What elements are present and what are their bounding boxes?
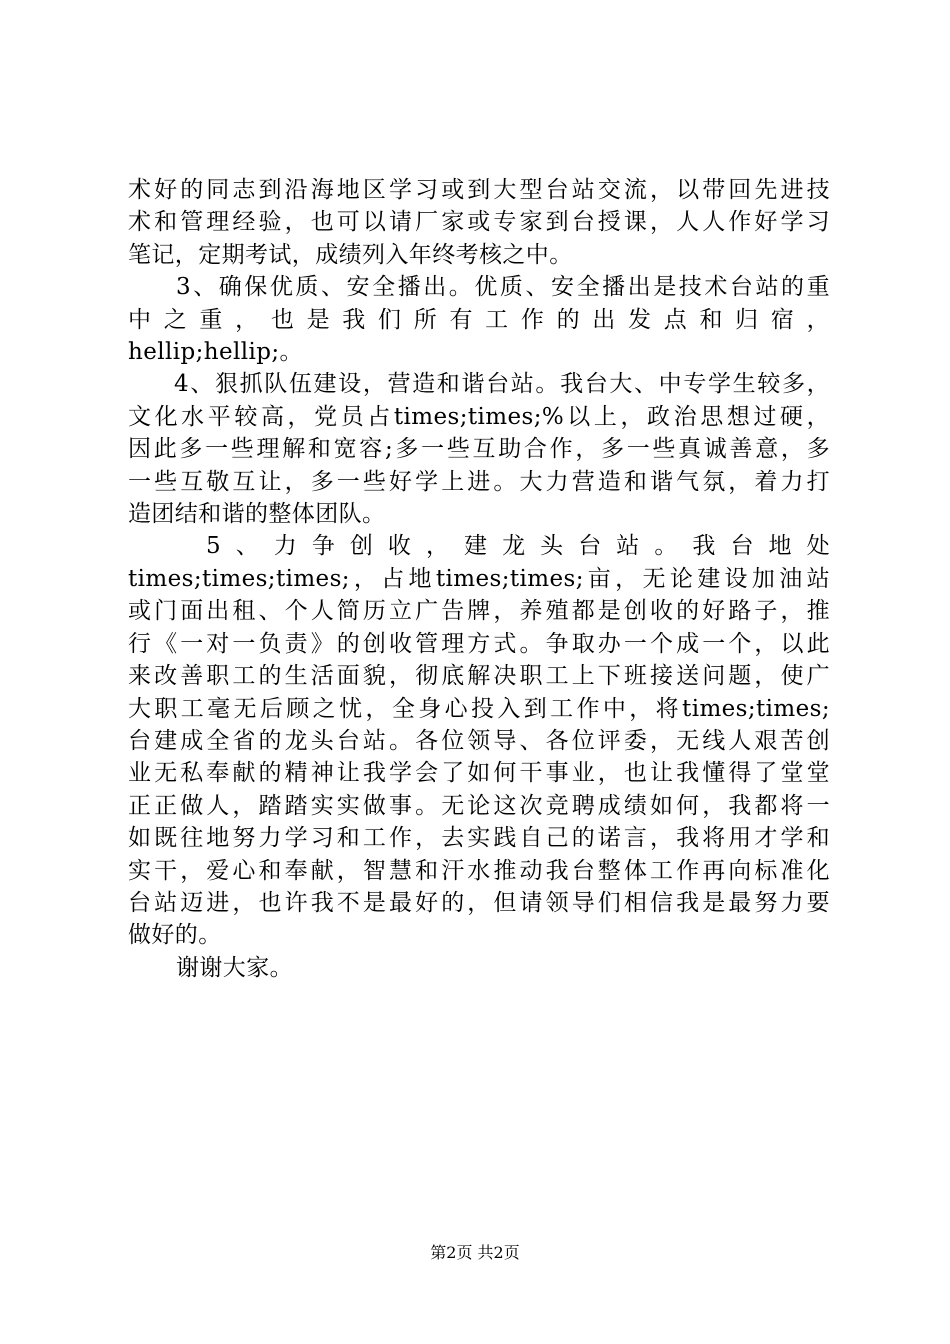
text-line: 3、确保优质、安全播出。优质、安全播出是技术台站的重 [176, 274, 830, 301]
text-line: 术和管理经验，也可以请厂家或专家到台授课，人人作好学习 [128, 209, 830, 236]
page-number-footer: 第2页 共2页 [430, 1243, 520, 1262]
text-line: 来改善职工的生活面貌，彻底解决职工上下班接送问题，使广 [128, 663, 830, 690]
text-line: 文化水平较高，党员占times;times;%以上，政治思想过硬， [128, 403, 830, 430]
text-line: hellip;hellip;。 [128, 339, 303, 366]
text-line: 台建成全省的龙头台站。各位领导、各位评委，无线人艰苦创 [128, 727, 830, 754]
text-line: 造团结和谐的整体团队。 [128, 501, 386, 528]
text-line: 因此多一些理解和宽容;多一些互助合作，多一些真诚善意，多 [128, 436, 830, 463]
document-body [128, 174, 830, 984]
closing-line: 谢谢大家。 [176, 954, 293, 981]
text-line: 行《一对一负责》的创收管理方式。争取办一个成一个，以此 [128, 630, 830, 657]
text-line: 术好的同志到沿海地区学习或到大型台站交流，以带回先进技 [128, 177, 830, 203]
text-line: 如既往地努力学习和工作，去实践自己的诺言，我将用才学和 [128, 825, 830, 852]
text-line: 大职工毫无后顾之忧，全身心投入到工作中，将times;times; [128, 695, 830, 722]
text-line: 业无私奉献的精神让我学会了如何干事业，也让我懂得了堂堂 [128, 760, 830, 787]
text-line: 中之重，也是我们所有工作的出发点和归宿， [128, 306, 830, 333]
text-line: 5、力争创收，建龙头台站。我台地处 [206, 533, 830, 560]
text-line: 或门面出租、个人简历立广告牌，养殖都是创收的好路子，推 [128, 598, 830, 625]
text-line: 笔记，定期考试，成绩列入年终考核之中。 [128, 241, 573, 268]
text-line: 一些互敬互让，多一些好学上进。大力营造和谐气氛，着力打 [128, 468, 830, 495]
text-line: 做好的。 [128, 922, 222, 949]
text-line: 实干，爱心和奉献，智慧和汗水推动我台整体工作再向标准化 [128, 857, 830, 884]
text-line: times;times;times;，占地times;times;亩，无论建设加油站 [128, 565, 830, 592]
text-line: 4、狠抓队伍建设，营造和谐台站。我台大、中专学生较多， [174, 371, 830, 398]
text-line: 台站迈进，也许我不是最好的，但请领导们相信我是最努力要 [128, 889, 830, 916]
text-line: 正正做人，踏踏实实做事。无论这次竞聘成绩如何，我都将一 [128, 792, 830, 819]
